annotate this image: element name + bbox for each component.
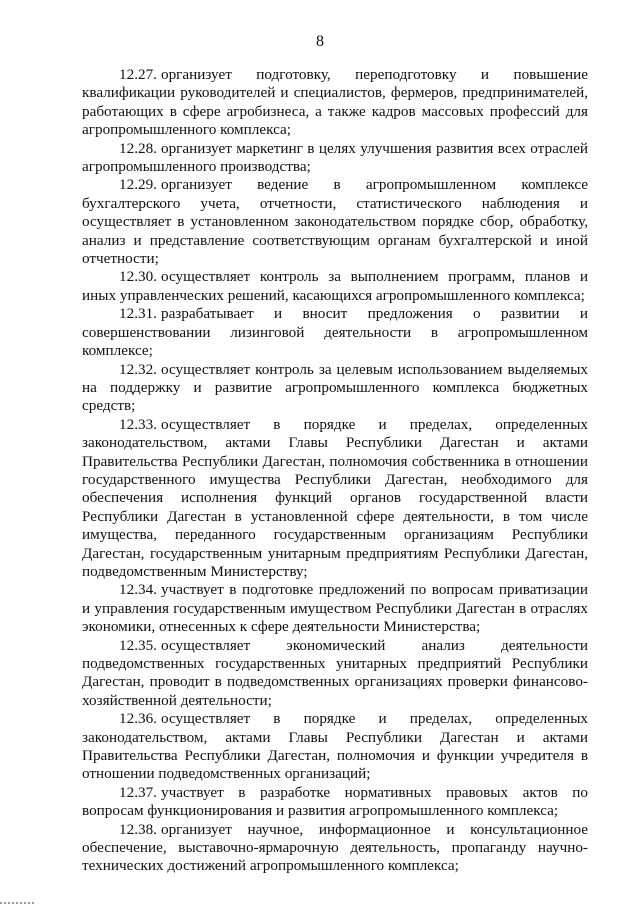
paragraph-text: организует маркетинг в целях улучшения развития всех отраслей агропромышленного производства; xyxy=(82,139,588,176)
paragraph-number: 12.32. xyxy=(119,360,157,378)
paragraph-12-36 xyxy=(82,710,588,784)
paragraph-12-29 xyxy=(82,176,588,268)
paragraph-12-37 xyxy=(82,784,588,821)
paragraph-number: 12.34. xyxy=(119,581,157,599)
paragraph-text: участвует в подготовке предложений по вопросам приватизации и управления государственным имуществом Республики Дагестан в отраслях экономики, отнесенных к сфере деятельности Министерства; xyxy=(82,581,588,636)
paragraph-12-28 xyxy=(82,140,588,177)
paragraph-number: 12.35. xyxy=(119,636,157,654)
paragraph-text: осуществляет в порядке и пределах, определенных законодательством, актами Главы Республики Дагестан и актами Правительства Республики Дагестан, полномочия собственника в отношении государственного имущества Республики Дагестан, необходимого для обеспечения исполнения функций органов государственной власти Республики Дагестан в установленной сфере деятельности, в том числе имущества, переданного государственным организациям Республики Дагестан, государственным унитарным предприятиям Республики Дагестан, подведомственным Министерству; xyxy=(82,415,588,580)
paragraph-12-27 xyxy=(82,66,588,140)
paragraph-number: 12.30. xyxy=(119,268,157,286)
paragraph-text: организует ведение в агропромышленном комплексе бухгалтерского учета, отчетности, статистического наблюдения и осуществляет в установленном законодательством порядке сбор, обработку, анализ и представление соответствующим органам бухгалтерской и иной отчетности; xyxy=(82,176,588,268)
paragraph-text: осуществляет контроль за целевым использованием выделяемых на поддержку и развитие агропромышленного комплекса бюджетных средств; xyxy=(82,360,588,415)
paragraph-text: участвует в разработке нормативных правовых актов по вопросам функционирования и развития агропромышленного комплекса; xyxy=(82,783,588,820)
paragraph-number: 12.38. xyxy=(119,820,157,838)
paragraph-number: 12.37. xyxy=(119,783,157,801)
paragraph-12-35 xyxy=(82,637,588,711)
paragraph-text: осуществляет экономический анализ деятельности подведомственных государственных унитарных предприятий Республики Дагестан, проводит в подведомственных организациях проверки финансово-хозяйственной деятельности; xyxy=(82,636,588,709)
paragraph-text: осуществляет в порядке и пределах, определенных законодательством, актами Главы Республики Дагестан и актами Правительства Республики Дагестан, полномочия и функции учредителя в отношении подведомственных организаций; xyxy=(82,710,588,783)
paragraph-number: 12.33. xyxy=(119,415,157,433)
paragraph-12-31 xyxy=(82,305,588,360)
paragraph-number: 12.36. xyxy=(119,710,157,728)
paragraph-12-33 xyxy=(82,416,588,582)
document-body xyxy=(82,66,588,876)
paragraph-number: 12.31. xyxy=(119,305,157,323)
paragraph-number: 12.27. xyxy=(119,66,157,83)
paragraph-text: организует подготовку, переподготовку и повышение квалификации руководителей и специалистов, фермеров, предпринимателей, работающих в сфере агробизнеса, а также кадров массовых профессий для агропромышленного комплекса; xyxy=(82,66,588,139)
paragraph-12-32 xyxy=(82,361,588,416)
scan-artifact-mark xyxy=(0,902,34,904)
paragraph-text: разрабатывает и вносит предложения о развитии и совершенствовании лизинговой деятельности в агропромышленном комплексе; xyxy=(82,305,588,360)
paragraph-12-34 xyxy=(82,581,588,636)
paragraph-text: осуществляет контроль за выполнением программ, планов и иных управленческих решений, касающихся агропромышленного комплекса; xyxy=(82,268,588,304)
paragraph-number: 12.29. xyxy=(119,176,157,194)
paragraph-text: организует научное, информационное и консультационное обеспечение, выставочно-ярмарочную деятельность, пропаганду научно-технических достижений агропромышленного комплекса; xyxy=(82,820,588,875)
paragraph-12-38 xyxy=(82,821,588,876)
paragraph-12-30 xyxy=(82,268,588,305)
page-number: 8 xyxy=(316,33,324,50)
paragraph-number: 12.28. xyxy=(119,139,157,157)
